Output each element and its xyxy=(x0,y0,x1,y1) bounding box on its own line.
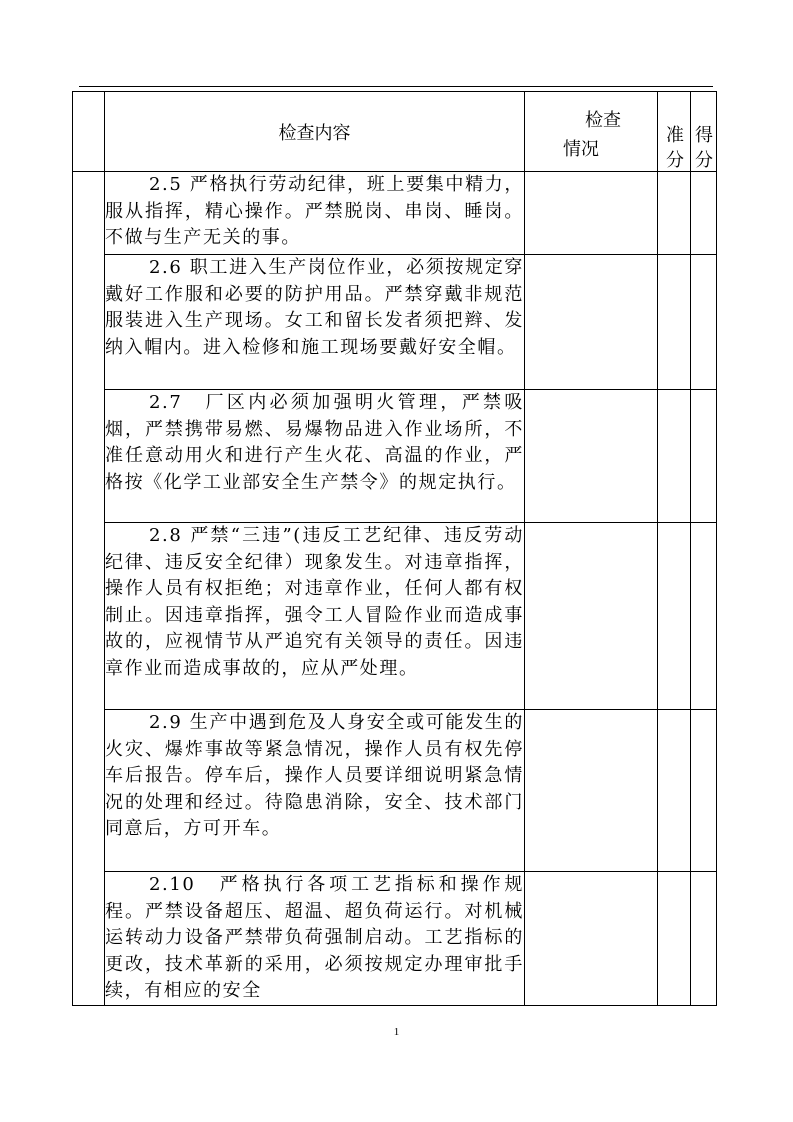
standard-score-cell xyxy=(658,255,691,390)
table-row xyxy=(73,172,717,255)
table-row xyxy=(73,390,717,523)
status-cell xyxy=(525,872,658,1006)
header-rule xyxy=(79,86,713,87)
table-row xyxy=(73,872,717,1006)
header-status xyxy=(525,92,658,172)
header-blank-cell xyxy=(73,92,105,172)
standard-score-cell xyxy=(658,872,691,1006)
header-status-line2: 情况 xyxy=(563,139,599,160)
header-standard-line2: 分 xyxy=(666,150,684,171)
standard-score-cell xyxy=(658,710,691,872)
header-standard-score xyxy=(658,92,691,172)
item-number-cell xyxy=(73,172,105,1006)
score-cell xyxy=(691,710,717,872)
score-cell xyxy=(691,523,717,710)
status-cell xyxy=(525,255,658,390)
header-score-line2: 分 xyxy=(695,150,713,171)
status-cell xyxy=(525,390,658,523)
score-cell xyxy=(691,872,717,1006)
table-row xyxy=(73,710,717,872)
page-number: 1 xyxy=(393,1026,400,1038)
score-cell xyxy=(691,255,717,390)
standard-score-cell xyxy=(658,390,691,523)
row-content: 2.8 严禁“三违”(违反工艺纪律、违反劳动纪律、违反安全纪律）现象发生。对违章指挥，操作人员有权拒绝；对违章作业，任何人都有权制止。因违章指挥，强令工人冒险作业而造成事故的，应视情节从严追究有关领导的责任。因违章作业而造成事故的，应从严处理。 xyxy=(105,523,525,710)
header-status-line1: 检查 xyxy=(585,110,621,131)
status-cell xyxy=(525,172,658,255)
row-content: 2.10 严格执行各项工艺指标和操作规程。严禁设备超压、超温、超负荷运行。对机械运转动力设备严禁带负荷强制启动。工艺指标的更改，技术革新的采用，必须按规定办理审批手续，有相应的安全 xyxy=(105,872,525,1006)
status-cell xyxy=(525,710,658,872)
header-standard-line1: 准 xyxy=(666,125,684,146)
table-row xyxy=(73,523,717,710)
table-row xyxy=(73,255,717,390)
status-cell xyxy=(525,523,658,710)
row-content: 2.6 职工进入生产岗位作业，必须按规定穿戴好工作服和必要的防护用品。严禁穿戴非规范服装进入生产现场。女工和留长发者须把辫、发纳入帽内。进入检修和施工现场要戴好安全帽。 xyxy=(105,255,525,390)
standard-score-cell xyxy=(658,523,691,710)
row-content: 2.7 厂区内必须加强明火管理，严禁吸烟，严禁携带易燃、易爆物品进入作业场所，不准任意动用火和进行产生火花、高温的作业，严格按《化学工业部安全生产禁令》的规定执行。 xyxy=(105,390,525,523)
standard-score-cell xyxy=(658,172,691,255)
header-row xyxy=(73,92,717,172)
header-score-line1: 得 xyxy=(695,125,713,146)
row-content: 2.9 生产中遇到危及人身安全或可能发生的火灾、爆炸事故等紧急情况，操作人员有权先停车后报告。停车后，操作人员要详细说明紧急情况的处理和经过。待隐患消除，安全、技术部门同意后，方可开车。 xyxy=(105,710,525,872)
header-content: 检查内容 xyxy=(105,92,525,172)
score-cell xyxy=(691,172,717,255)
header-actual-score xyxy=(691,92,717,172)
row-content: 2.5 严格执行劳动纪律，班上要集中精力，服从指挥，精心操作。严禁脱岗、串岗、睡岗。不做与生产无关的事。 xyxy=(105,172,525,255)
score-cell xyxy=(691,390,717,523)
inspection-table xyxy=(72,91,717,1006)
